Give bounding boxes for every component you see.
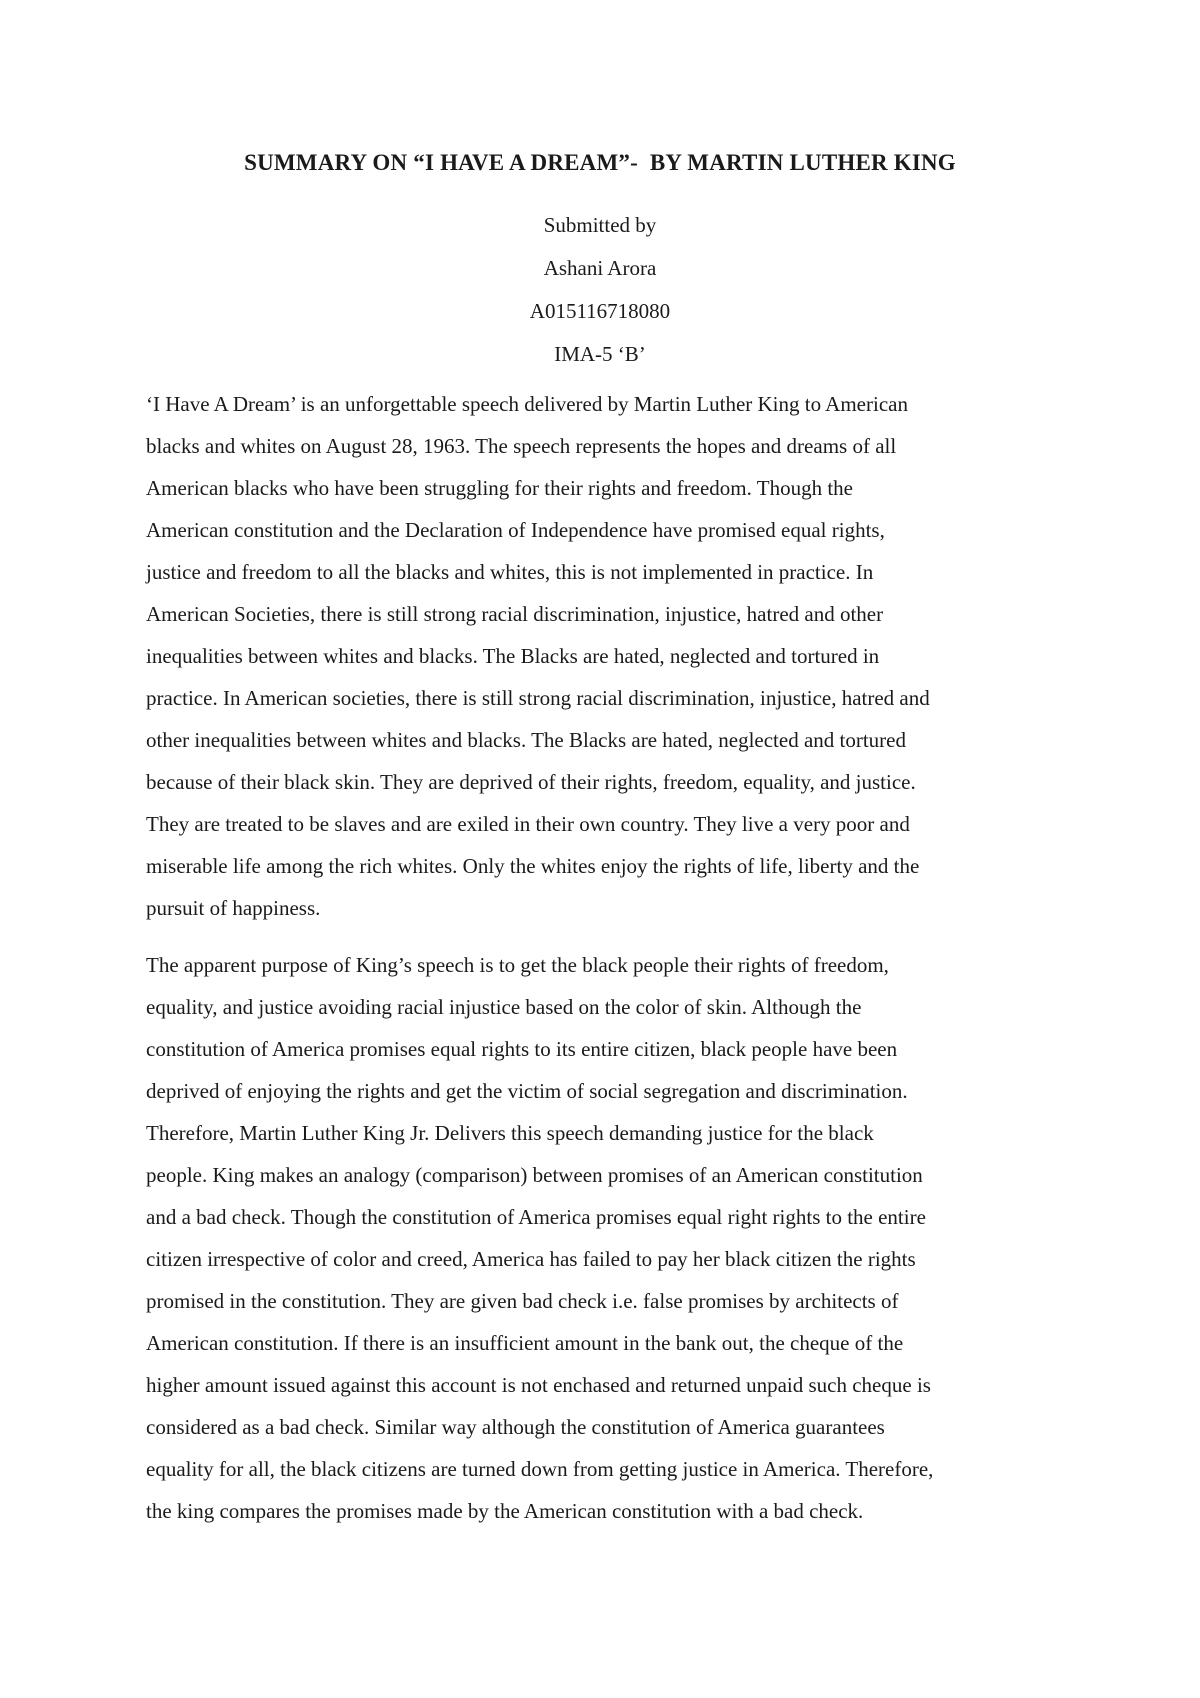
paragraph-line: pursuit of happiness. (146, 896, 321, 920)
paragraph-line: higher amount issued against this account is not enchased and returned unpaid such cheque is (146, 1373, 931, 1397)
paragraph-line: American blacks who have been struggling for their rights and freedom. Though the (146, 476, 853, 500)
paragraph-line: American Societies, there is still strong racial discrimination, injustice, hatred and other (146, 602, 884, 626)
paragraph-line: equality for all, the black citizens are turned down from getting justice in America. Therefore, (146, 1457, 934, 1481)
paragraph-line: American constitution. If there is an insufficient amount in the bank out, the cheque of the (146, 1331, 904, 1355)
author-name: Ashani Arora (543, 256, 657, 280)
class-section: IMA-5 ‘B’ (554, 342, 646, 366)
paragraph-line: justice and freedom to all the blacks and whites, this is not implemented in practice. In (146, 560, 874, 584)
paragraph-line: equality, and justice avoiding racial injustice based on the color of skin. Although the (146, 995, 862, 1019)
paragraph-line: deprived of enjoying the rights and get the victim of social segregation and discrimination. (146, 1079, 908, 1103)
enrollment-number: A015116718080 (529, 299, 671, 323)
document-title: SUMMARY ON “I HAVE A DREAM”- BY MARTIN LUTHER KING (244, 150, 956, 175)
paragraph-2 (146, 944, 1066, 1532)
paragraph-line: miserable life among the rich whites. Only the whites enjoy the rights of life, liberty and the (146, 854, 920, 878)
paragraph-line: promised in the constitution. They are given bad check i.e. false promises by architects of (146, 1289, 899, 1313)
paragraph-line: The apparent purpose of King’s speech is to get the black people their rights of freedom, (146, 953, 889, 977)
paragraph-line: and a bad check. Though the constitution of America promises equal right rights to the entire (146, 1205, 926, 1229)
paragraph-line: the king compares the promises made by the American constitution with a bad check. (146, 1499, 864, 1523)
submitted-by-label: Submitted by (543, 213, 657, 237)
paragraph-line: people. King makes an analogy (comparison) between promises of an American constitution (146, 1163, 923, 1187)
paragraph-line: constitution of America promises equal rights to its entire citizen, black people have been (146, 1037, 898, 1061)
paragraph-line: blacks and whites on August 28, 1963. The speech represents the hopes and dreams of all (146, 434, 897, 458)
paragraph-line: citizen irrespective of color and creed, America has failed to pay her black citizen the rights (146, 1247, 916, 1271)
paragraph-1 (146, 383, 1066, 929)
paragraph-line: practice. In American societies, there is still strong racial discrimination, injustice, hatred and (146, 686, 930, 710)
paragraph-line: because of their black skin. They are deprived of their rights, freedom, equality, and justice. (146, 770, 916, 794)
paragraph-line: inequalities between whites and blacks. The Blacks are hated, neglected and tortured in (146, 644, 880, 668)
paragraph-line: ‘I Have A Dream’ is an unforgettable speech delivered by Martin Luther King to American (146, 392, 908, 416)
paragraph-line: other inequalities between whites and blacks. The Blacks are hated, neglected and tortured (146, 728, 906, 752)
paragraph-line: They are treated to be slaves and are exiled in their own country. They live a very poor and (146, 812, 910, 836)
paragraph-line: American constitution and the Declaration of Independence have promised equal rights, (146, 518, 885, 542)
paragraph-line: Therefore, Martin Luther King Jr. Delivers this speech demanding justice for the black (146, 1121, 874, 1145)
paragraph-line: considered as a bad check. Similar way although the constitution of America guarantees (146, 1415, 885, 1439)
